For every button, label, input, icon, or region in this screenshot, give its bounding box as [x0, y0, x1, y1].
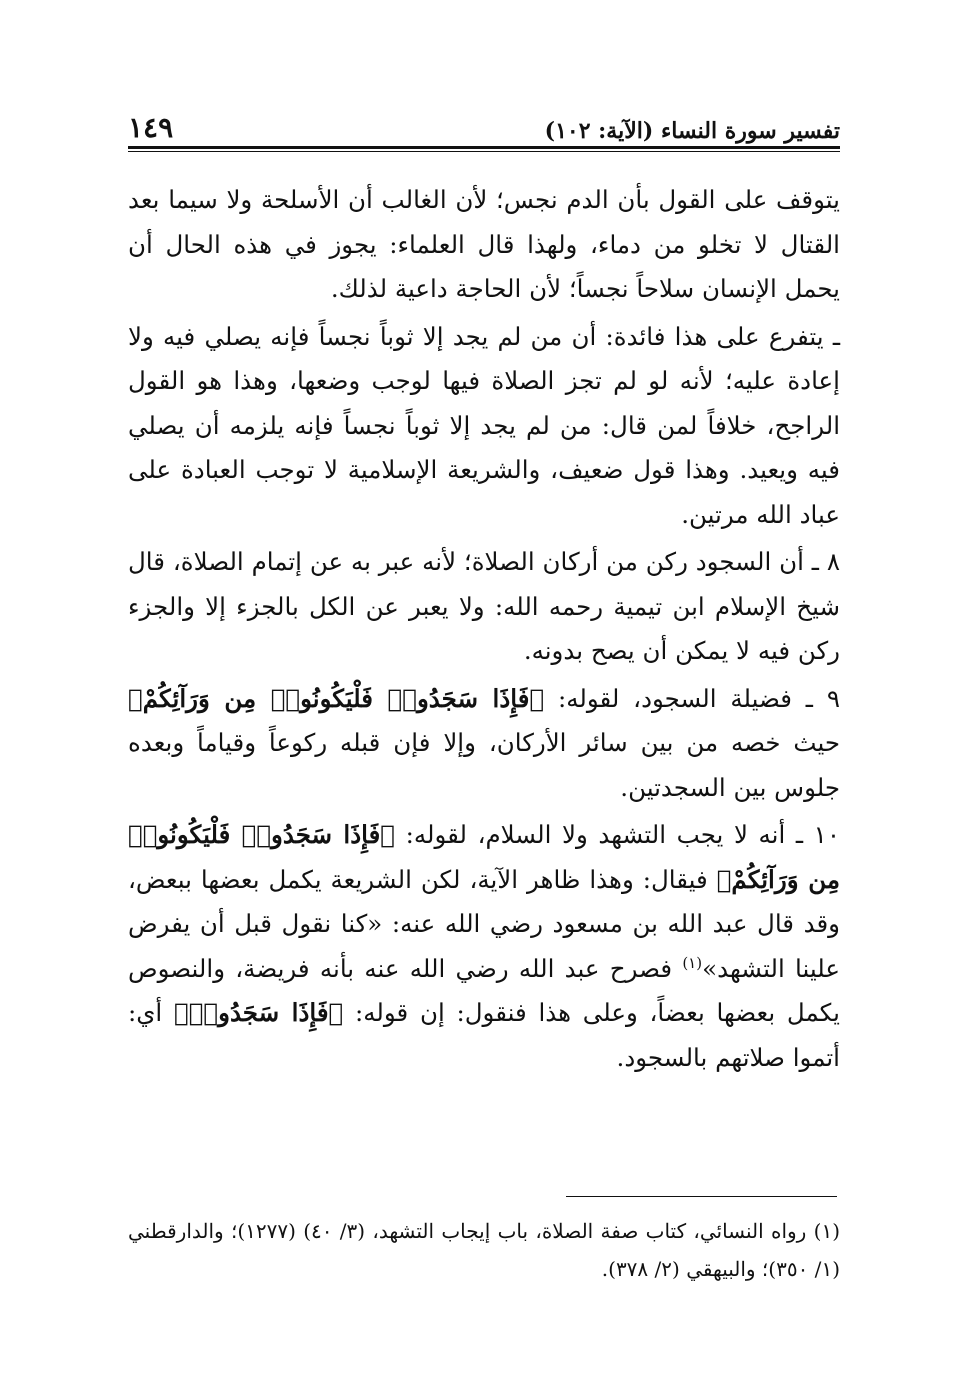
page-number: ١٤٩	[128, 111, 174, 144]
header-rule-thin	[128, 151, 840, 152]
page-header	[128, 104, 840, 144]
footnotes	[128, 1212, 840, 1288]
text-run: حيث خصه من بين سائر الأركان، وإلا فإن قبله ركوعاً وقياماً وبعده جلوس بين السجدتين.	[128, 728, 840, 802]
text-run: أي: أتموا صلاتهم بالسجود.	[128, 998, 840, 1072]
header-rule-thick	[128, 146, 840, 149]
footnote: (١) رواه النسائي، كتاب صفة الصلاة، باب إيجاب التشهد، (٣/ ٤٠) (١٢٧٧)؛ والدارقطني (١/ ٣٥٠)؛ والبيهقي (٢/ ٣٧٨).	[128, 1219, 840, 1281]
quran-verse: ﴿فَإِذَا سَجَدُوا۟ فَلْيَكُونُوا۟ مِن وَرَآئِكُمْ﴾	[128, 820, 840, 894]
quran-verse: ﴿فَإِذَا سَجَدُوا۟﴾	[174, 998, 344, 1027]
footnote-reference[interactable]: (١)	[682, 953, 703, 972]
text-run: ٩ ـ فضيلة السجود، لقوله:	[544, 683, 840, 713]
text-run: فصرح عبد الله رضي الله عنه بأنه فريضة، والنصوص يكمل بعضها بعضاً، وعلى هذا فنقول: إن قوله:	[128, 953, 840, 1027]
paragraph	[128, 813, 840, 1080]
main-text	[128, 178, 840, 1080]
text-run: ١٠ ـ أنه لا يجب التشهد ولا السلام، لقوله:	[395, 820, 840, 849]
text-run: فيقال: وهذا ظاهر الآية، لكن الشريعة يكمل بعضها ببعض، وقد قال عبد الله بن مسعود رضي الله عنه: «كنا نقول قبل أن يفرض علينا التشهد»	[128, 864, 840, 983]
running-title: تفسير سورة النساء (الآية: ١٠٢)	[544, 118, 840, 144]
paragraph	[128, 677, 840, 811]
quran-verse: ﴿فَإِذَا سَجَدُوا۟ فَلْيَكُونُوا۟ مِن وَرَآئِكُمْ﴾	[128, 683, 545, 713]
paragraph: ـ يتفرع على هذا فائدة: أن من لم يجد إلا ثوباً نجساً فإنه يصلي فيه ولا إعادة عليه؛ لأنه لو لم تجز الصلاة فيها لوجب وضعها، وهذا هو القول الراجح، خلافاً لمن قال: من لم يجد إلا ثوباً نجساً فإنه يلزمه أن يصلي فيه ويعيد. وهذا قول ضعيف، والشريعة الإسلامية لا توجب العبادة على عباد الله مرتين.	[128, 321, 840, 529]
paragraph: يتوقف على القول بأن الدم نجس؛ لأن الغالب أن الأسلحة ولا سيما بعد القتال لا تخلو من دماء، ولهذا قال العلماء: يجوز في هذه الحال أن يحمل الإنسان سلاحاً نجساً؛ لأن الحاجة داعية لذلك.	[128, 185, 840, 303]
footnote-separator	[566, 1196, 837, 1197]
paragraph: ٨ ـ أن السجود ركن من أركان الصلاة؛ لأنه عبر به عن إتمام الصلاة، قال شيخ الإسلام ابن تيمية رحمه الله: ولا يعبر عن الكل بالجزء إلا والجزء ركن فيه لا يمكن أن يصح بدونه.	[128, 547, 840, 665]
